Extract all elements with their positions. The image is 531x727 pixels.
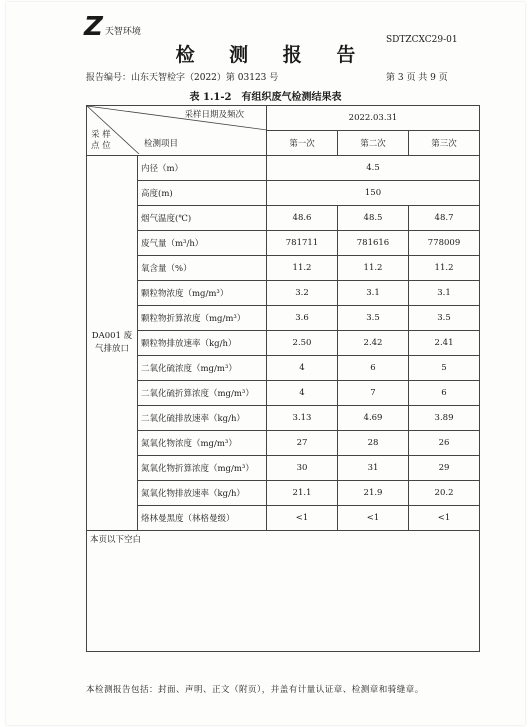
run-1-value: 3.2 <box>267 281 338 306</box>
run-3-value: 11.2 <box>409 256 480 281</box>
table-row <box>87 381 480 406</box>
run-1-value: 4 <box>267 381 338 406</box>
run-1-value: 2.50 <box>267 331 338 356</box>
table-row <box>87 156 480 181</box>
run-1-value: <1 <box>267 506 338 531</box>
merged-value: 150 <box>267 181 480 206</box>
run-2-value: 6 <box>338 356 409 381</box>
test-item: 二氧化硫折算浓度（mg/m³） <box>138 381 267 406</box>
run-2-value: <1 <box>338 506 409 531</box>
table-header-diagonal <box>87 106 267 156</box>
run-1-value: 781711 <box>267 231 338 256</box>
report-number: 报告编号：山东天智检字（2022）第 03123 号 <box>86 73 279 83</box>
run-2-value: 7 <box>338 381 409 406</box>
run-1-value: 27 <box>267 431 338 456</box>
run-1-value: 21.1 <box>267 481 338 506</box>
table-row <box>87 406 480 431</box>
run-1-value: 48.6 <box>267 206 338 231</box>
run-3-value: 5 <box>409 356 480 381</box>
remark-row <box>87 531 480 652</box>
table-title: 表 1.1-2 有组织废气检测结果表 <box>189 92 342 103</box>
table-row <box>87 356 480 381</box>
run-3-value: <1 <box>409 506 480 531</box>
sampling-date: 2022.03.31 <box>267 106 480 131</box>
remark-text: 本页以下空白 <box>87 531 480 652</box>
sampling-point-label: 采 样 点 位 <box>91 130 111 151</box>
company-logo <box>84 14 141 40</box>
run-2-value: 11.2 <box>338 256 409 281</box>
page-title: 检 测 报 告 <box>175 44 370 66</box>
test-item: 内径（m） <box>138 156 267 181</box>
table-row <box>87 181 480 206</box>
test-item: 氮氧化物浓度（mg/m³） <box>138 431 267 456</box>
test-item: 废气量（m³/h） <box>138 231 267 256</box>
run-3-value: 48.7 <box>409 206 480 231</box>
run-1-header: 第一次 <box>267 131 338 156</box>
run-2-header: 第二次 <box>338 131 409 156</box>
test-item: 烙林曼黑度（林格曼级） <box>138 506 267 531</box>
footer-note: 本检测报告包括：封面、声明、正文（附页），并盖有计量认证章、检测章和骑缝章。 <box>86 685 424 695</box>
run-2-value: 21.9 <box>338 481 409 506</box>
run-1-value: 4 <box>267 356 338 381</box>
test-item: 氮氧化物排放速率（kg/h） <box>138 481 267 506</box>
table-row <box>87 281 480 306</box>
table-row <box>87 231 480 256</box>
test-item: 高度(m) <box>138 181 267 206</box>
table-row <box>87 456 480 481</box>
table-row <box>87 506 480 531</box>
document-code: SDTZCXC29-01 <box>386 35 458 45</box>
run-1-value: 3.13 <box>267 406 338 431</box>
table-row <box>87 431 480 456</box>
run-1-value: 3.6 <box>267 306 338 331</box>
table-row <box>87 256 480 281</box>
table-row <box>87 306 480 331</box>
logo-mark: Z <box>84 12 102 42</box>
run-1-value: 11.2 <box>267 256 338 281</box>
item-label: 检测项目 <box>144 139 179 149</box>
test-item: 二氧化硫浓度（mg/m³） <box>138 356 267 381</box>
run-3-value: 2.41 <box>409 331 480 356</box>
run-2-value: 781616 <box>338 231 409 256</box>
table-row <box>87 331 480 356</box>
run-3-value: 778009 <box>409 231 480 256</box>
run-2-value: 3.5 <box>338 306 409 331</box>
run-3-value: 3.1 <box>409 281 480 306</box>
merged-value: 4.5 <box>267 156 480 181</box>
test-item: 氧含量（%） <box>138 256 267 281</box>
run-3-value: 29 <box>409 456 480 481</box>
run-3-value: 26 <box>409 431 480 456</box>
run-1-value: 30 <box>267 456 338 481</box>
test-item: 颗粒物折算浓度（mg/m³） <box>138 306 267 331</box>
run-3-value: 3.89 <box>409 406 480 431</box>
test-item: 氮氧化物折算浓度（mg/m³） <box>138 456 267 481</box>
run-3-value: 3.5 <box>409 306 480 331</box>
run-3-value: 20.2 <box>409 481 480 506</box>
run-2-value: 2.42 <box>338 331 409 356</box>
report-page <box>6 2 525 725</box>
test-item: 颗粒物浓度（mg/m³） <box>138 281 267 306</box>
test-item: 二氧化硫排放速率（kg/h） <box>138 406 267 431</box>
table-row <box>87 481 480 506</box>
run-2-value: 4.69 <box>338 406 409 431</box>
results-table <box>86 105 480 652</box>
run-2-value: 3.1 <box>338 281 409 306</box>
test-item: 颗粒物排放速率（kg/h） <box>138 331 267 356</box>
page-info: 第 3 页 共 9 页 <box>386 73 448 83</box>
run-3-header: 第三次 <box>409 131 480 156</box>
run-3-value: 6 <box>409 381 480 406</box>
logo-text: 天智环境 <box>104 27 141 37</box>
sampling-point: DA001 废气排放口 <box>87 156 138 531</box>
test-item: 烟气温度(℃) <box>138 206 267 231</box>
table-row <box>87 206 480 231</box>
run-2-value: 28 <box>338 431 409 456</box>
run-2-value: 31 <box>338 456 409 481</box>
run-2-value: 48.5 <box>338 206 409 231</box>
sampling-date-label: 采样日期及频次 <box>184 110 244 120</box>
